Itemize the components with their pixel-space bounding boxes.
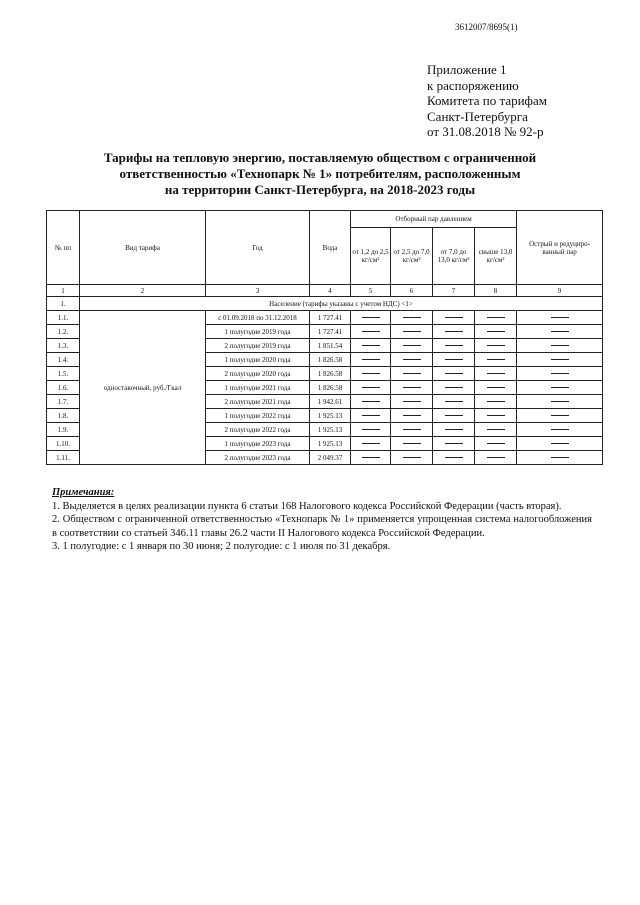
row-num: 1.6. <box>47 381 80 395</box>
row-period: 1 полугодие 2022 года <box>206 409 310 423</box>
empty-value-cell <box>391 409 433 423</box>
row-water-value: 1 826.58 <box>310 381 351 395</box>
col-number: 8 <box>475 285 517 297</box>
empty-value-cell <box>351 409 391 423</box>
dash-mark <box>362 457 380 458</box>
empty-value-cell <box>433 409 475 423</box>
col-number: 6 <box>391 285 433 297</box>
dash-mark <box>487 387 505 388</box>
dash-mark <box>445 443 463 444</box>
dash-mark <box>487 373 505 374</box>
empty-value-cell <box>351 437 391 451</box>
empty-value-cell <box>475 437 517 451</box>
dash-mark <box>445 345 463 346</box>
empty-value-cell <box>351 395 391 409</box>
dash-mark <box>403 373 421 374</box>
empty-value-cell <box>517 311 603 325</box>
empty-value-cell <box>517 367 603 381</box>
dash-mark <box>551 331 569 332</box>
empty-value-cell <box>433 325 475 339</box>
empty-value-cell <box>351 325 391 339</box>
dash-mark <box>362 331 380 332</box>
empty-value-cell <box>433 451 475 465</box>
appendix-block <box>427 62 547 140</box>
appendix-line: к распоряжению <box>427 77 519 93</box>
empty-value-cell <box>433 367 475 381</box>
header-acute-steam: Острый и редуциро-ванный пар <box>517 211 603 285</box>
dash-mark <box>362 373 380 374</box>
dash-mark <box>445 373 463 374</box>
col-number: 9 <box>517 285 603 297</box>
header-steam-4: свыше 13,0 кг/см² <box>475 228 517 285</box>
row-period: 1 полугодие 2019 года <box>206 325 310 339</box>
row-water-value: 1 727.41 <box>310 325 351 339</box>
document-number: 3612007/8695(1) <box>455 22 518 32</box>
dash-mark <box>445 415 463 416</box>
appendix-line: от 31.08.2018 № 92-р <box>427 124 544 139</box>
dash-mark <box>403 359 421 360</box>
dash-mark <box>487 457 505 458</box>
empty-value-cell <box>475 353 517 367</box>
row-num: 1.1. <box>47 311 80 325</box>
empty-value-cell <box>391 353 433 367</box>
dash-mark <box>362 443 380 444</box>
dash-mark <box>445 359 463 360</box>
empty-value-cell <box>351 381 391 395</box>
dash-mark <box>362 429 380 430</box>
row-period: 2 полугодие 2023 года <box>206 451 310 465</box>
dash-mark <box>362 415 380 416</box>
row-water-value: 1 942.61 <box>310 395 351 409</box>
row-water-value: 1 727.41 <box>310 311 351 325</box>
row-period: 1 полугодие 2021 года <box>206 381 310 395</box>
dash-mark <box>445 331 463 332</box>
dash-mark <box>403 345 421 346</box>
dash-mark <box>551 345 569 346</box>
header-num: № пп <box>47 211 80 285</box>
dash-mark <box>551 443 569 444</box>
empty-value-cell <box>351 367 391 381</box>
header-steam-1: от 1,2 до 2,5 кг/см² <box>351 228 391 285</box>
header-water: Вода <box>310 211 351 285</box>
dash-mark <box>362 387 380 388</box>
row-water-value: 1 925.13 <box>310 409 351 423</box>
dash-mark <box>362 317 380 318</box>
empty-value-cell <box>433 339 475 353</box>
header-steam-2: от 2,5 до 7,0 кг/см² <box>391 228 433 285</box>
notes-block <box>52 486 592 554</box>
empty-value-cell <box>433 311 475 325</box>
row-period: 1 полугодие 2020 года <box>206 353 310 367</box>
row-period: 2 полугодие 2021 года <box>206 395 310 409</box>
row-period: 2 полугодие 2022 года <box>206 423 310 437</box>
empty-value-cell <box>351 339 391 353</box>
title-line: ответственностью «Технопарк № 1» потребителям, расположенным <box>119 166 521 181</box>
empty-value-cell <box>433 381 475 395</box>
dash-mark <box>445 457 463 458</box>
empty-value-cell <box>433 437 475 451</box>
dash-mark <box>487 359 505 360</box>
dash-mark <box>403 457 421 458</box>
note-item: 1. Выделяется в целях реализации пункта 6 статьи 168 Налогового кодекса Российской Федерации (часть вторая). <box>52 500 562 512</box>
empty-value-cell <box>391 311 433 325</box>
dash-mark <box>487 443 505 444</box>
dash-mark <box>403 331 421 332</box>
empty-value-cell <box>475 311 517 325</box>
table-row <box>47 311 603 325</box>
row-num: 1.10. <box>47 437 80 451</box>
row-num: 1.8. <box>47 409 80 423</box>
empty-value-cell <box>391 367 433 381</box>
row-num: 1.9. <box>47 423 80 437</box>
dash-mark <box>551 457 569 458</box>
row-period: 1 полугодие 2023 года <box>206 437 310 451</box>
row-num: 1.3. <box>47 339 80 353</box>
empty-value-cell <box>517 353 603 367</box>
empty-value-cell <box>517 339 603 353</box>
dash-mark <box>487 415 505 416</box>
dash-mark <box>403 387 421 388</box>
row-water-value: 1 925.13 <box>310 423 351 437</box>
empty-value-cell <box>517 437 603 451</box>
tariff-type-cell: одноставочный, руб./Гкал <box>80 311 206 465</box>
row-period: с 01.09.2018 по 31.12.2018 <box>206 311 310 325</box>
dash-mark <box>487 345 505 346</box>
empty-value-cell <box>391 325 433 339</box>
col-number: 1 <box>47 285 80 297</box>
note-item: 2. Обществом с ограниченной ответственностью «Технопарк № 1» применяется упрощенная система налогообложения в соответствии со статьей 346.11 главы 26.2 части II Налогового кодекса Российской Федерации. <box>52 514 592 539</box>
dash-mark <box>487 331 505 332</box>
dash-mark <box>487 401 505 402</box>
empty-value-cell <box>475 339 517 353</box>
row-water-value: 1 826.58 <box>310 353 351 367</box>
empty-value-cell <box>433 423 475 437</box>
row-num: 1.4. <box>47 353 80 367</box>
dash-mark <box>487 429 505 430</box>
title-line: Тарифы на тепловую энергию, поставляемую обществом с ограниченной <box>103 150 537 165</box>
notes-title: Примечания: <box>52 487 115 498</box>
title-line: на территории Санкт-Петербурга, на 2018-2023 годы <box>164 182 476 197</box>
dash-mark <box>551 387 569 388</box>
col-number: 5 <box>351 285 391 297</box>
dash-mark <box>403 443 421 444</box>
empty-value-cell <box>475 395 517 409</box>
col-number: 7 <box>433 285 475 297</box>
row-water-value: 1 826.58 <box>310 367 351 381</box>
empty-value-cell <box>351 353 391 367</box>
row-num: 1.5. <box>47 367 80 381</box>
empty-value-cell <box>517 451 603 465</box>
empty-value-cell <box>391 451 433 465</box>
empty-value-cell <box>433 395 475 409</box>
empty-value-cell <box>475 451 517 465</box>
appendix-line: Приложение 1 <box>427 62 507 77</box>
empty-value-cell <box>391 423 433 437</box>
dash-mark <box>551 415 569 416</box>
row-num: 1.2. <box>47 325 80 339</box>
tariff-table <box>46 210 603 465</box>
empty-value-cell <box>391 395 433 409</box>
row-water-value: 1 925.13 <box>310 437 351 451</box>
dash-mark <box>551 429 569 430</box>
empty-value-cell <box>391 381 433 395</box>
header-steam-3: от 7,0 до 13,0 кг/см² <box>433 228 475 285</box>
dash-mark <box>403 429 421 430</box>
dash-mark <box>445 429 463 430</box>
empty-value-cell <box>517 395 603 409</box>
row-num: 1.7. <box>47 395 80 409</box>
empty-value-cell <box>517 381 603 395</box>
section-label: Население (тарифы указаны с учетом НДС) <1> <box>80 297 603 311</box>
dash-mark <box>487 317 505 318</box>
header-steam-group: Отборный пар давлением <box>351 211 517 228</box>
empty-value-cell <box>517 325 603 339</box>
dash-mark <box>403 401 421 402</box>
dash-mark <box>362 345 380 346</box>
dash-mark <box>551 359 569 360</box>
row-water-value: 1 851.54 <box>310 339 351 353</box>
document-title <box>60 150 580 198</box>
dash-mark <box>403 317 421 318</box>
empty-value-cell <box>391 339 433 353</box>
col-number: 3 <box>206 285 310 297</box>
col-number: 2 <box>80 285 206 297</box>
row-period: 2 полугодие 2020 года <box>206 367 310 381</box>
dash-mark <box>445 387 463 388</box>
header-tariff-type: Вид тарифа <box>80 211 206 285</box>
appendix-line: Комитета по тарифам <box>427 93 547 108</box>
empty-value-cell <box>475 325 517 339</box>
empty-value-cell <box>351 423 391 437</box>
dash-mark <box>403 415 421 416</box>
dash-mark <box>551 317 569 318</box>
empty-value-cell <box>433 353 475 367</box>
note-item: 3. 1 полугодие: с 1 января по 30 июня; 2 полугодие: с 1 июля по 31 декабря. <box>52 541 391 552</box>
empty-value-cell <box>475 423 517 437</box>
empty-value-cell <box>475 367 517 381</box>
row-num: 1.11. <box>47 451 80 465</box>
row-water-value: 2 049.37 <box>310 451 351 465</box>
section-num: 1. <box>47 297 80 311</box>
dash-mark <box>362 401 380 402</box>
col-number: 4 <box>310 285 351 297</box>
dash-mark <box>445 401 463 402</box>
row-period: 2 полугодие 2019 года <box>206 339 310 353</box>
empty-value-cell <box>475 381 517 395</box>
dash-mark <box>362 359 380 360</box>
empty-value-cell <box>517 409 603 423</box>
appendix-line: Санкт-Петербурга <box>427 108 528 124</box>
empty-value-cell <box>351 451 391 465</box>
empty-value-cell <box>475 409 517 423</box>
empty-value-cell <box>517 423 603 437</box>
dash-mark <box>551 401 569 402</box>
dash-mark <box>445 317 463 318</box>
dash-mark <box>551 373 569 374</box>
header-year: Год <box>206 211 310 285</box>
empty-value-cell <box>351 311 391 325</box>
empty-value-cell <box>391 437 433 451</box>
